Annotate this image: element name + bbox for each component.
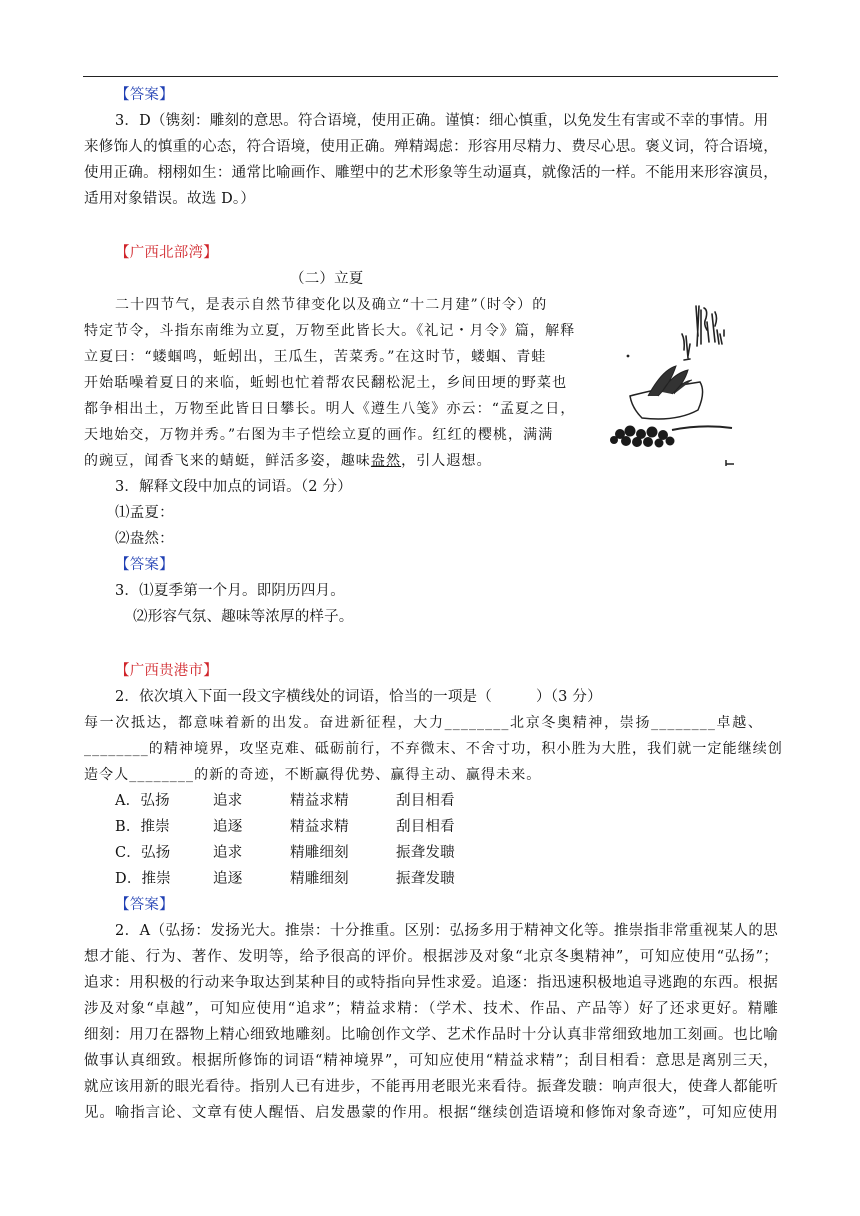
- lixia-painting-illustration: [600, 300, 742, 472]
- passage-line: 天地始交，万物并秀。”右图为丰子恺绘立夏的画作。红红的樱桃，满满: [84, 427, 554, 443]
- answer-line: 适用对象错误。故选 D。）: [84, 191, 256, 207]
- passage-line: 都争相出土，万物至此皆日日攀长。明人《遵生八笺》亦云：“孟夏之日，: [84, 401, 576, 417]
- passage-title: （二）立夏: [290, 271, 364, 287]
- option-row: D．推崇 追逐 精雕细刻 振聋发聩: [115, 871, 455, 887]
- option-row: A．弘扬 追求 精益求精 刮目相看: [115, 793, 455, 809]
- answer-line: 涉及对象“卓越”，可知应使用“追求”；精益求精：（学术、技术、作品、产品等）好了还求更好。精雕: [84, 1001, 778, 1017]
- passage-line: 的豌豆，闻香飞来的蜻蜓，鲜活多姿，趣味盎然，引人遐想。: [84, 453, 492, 469]
- answer-line: 做事认真细致。根据所修饰的词语“精神境界”，可知应使用“精益求精”；刮目相看：意思是离别三天，: [84, 1053, 778, 1069]
- answer-line: 3．⑴夏季第一个月。即阴历四月。: [115, 583, 345, 599]
- underlined-word: 盎然: [370, 453, 402, 469]
- region-heading: 【广西贵港市】: [115, 663, 218, 679]
- passage-line: 二十四节气，是表示自然节律变化以及确立“十二月建”（时令）的: [115, 297, 548, 313]
- question: 3．解释文段中加点的词语。（2 分）: [115, 479, 352, 495]
- answer-line: 使用正确。栩栩如生：通常比喻画作、雕塑中的艺术形象等生动逼真，就像活的一样。不能用来形容演员，: [84, 165, 778, 181]
- answer-tag: 【答案】: [115, 87, 174, 103]
- passage-line: 开始聒噪着夏日的来临，蚯蚓也忙着帮农民翻松泥土，乡间田埂的野菜也: [84, 375, 568, 391]
- option-row: B．推崇 追逐 精益求精 刮目相看: [115, 819, 455, 835]
- answer-tag: 【答案】: [115, 897, 174, 913]
- option-row: C．弘扬 追求 精雕细刻 振聋发聩: [115, 845, 455, 861]
- sub-question: ⑵盎然：: [115, 531, 174, 547]
- region-heading: 【广西北部湾】: [115, 245, 218, 261]
- answer-line: 就应该用新的眼光看待。指别人已有进步，不能再用老眼光来看待。振聋发聩：响声很大，使聋人都能听: [84, 1079, 778, 1095]
- passage-line: 造令人________的新的奇迹，不断赢得优势、赢得主动、赢得未来。: [84, 767, 542, 783]
- passage-line: 每一次抵达，都意味着新的出发。奋进新征程，大力________北京冬奥精神，崇扬________卓越、: [84, 715, 763, 731]
- sub-question: ⑴孟夏：: [115, 505, 174, 521]
- answer-line: 来修饰人的慎重的心态，符合语境，使用正确。殚精竭虑：形容用尽精力、费尽心思。褒义词，符合语境，: [84, 139, 778, 155]
- passage-line: 特定节令，斗指东南维为立夏，万物至此皆长大。《礼记・月令》篇，解释: [84, 323, 576, 339]
- answer-line: 3．D（镌刻：雕刻的意思。符合语境，使用正确。谨慎：细心慎重，以免发生有害或不幸的事情。用: [115, 113, 769, 129]
- answer-line: 追求：用积极的行动来争取达到某种目的或特指向异性求爱。追逐：指迅速积极地追寻逃跑的东西。根据: [84, 975, 778, 991]
- header-rule: [83, 76, 778, 77]
- answer-line: 细刻：用刀在器物上精心细致地雕刻。比喻创作文学、艺术作品时十分认真非常细致地加工刻画。也比喻: [84, 1027, 778, 1043]
- answer-line: 想才能、行为、著作、发明等，给予很高的评价。根据涉及对象“北京冬奥精神”，可知应使用“弘扬”；: [84, 949, 778, 965]
- passage-line: 立夏曰：“蝼蝈鸣，蚯蚓出，王瓜生，苦菜秀。”在这时节，蝼蝈、青蛙: [84, 349, 547, 365]
- question: 2．依次填入下面一段文字横线处的词语，恰当的一项是（ ）（3 分）: [115, 689, 602, 705]
- answer-line: 2．A（弘扬：发扬光大。推崇：十分推重。区别：弘扬多用于精神文化等。推崇指非常重视某人的思: [115, 923, 778, 939]
- answer-line: 见。喻指言论、文章有使人醒悟、启发愚蒙的作用。根据“继续创造语境和修饰对象奇迹”，可知应使用: [84, 1105, 778, 1121]
- answer-tag: 【答案】: [115, 557, 174, 573]
- passage-line: ________的精神境界，攻坚克难、砥砺前行，不弃微末、不舍寸功，积小胜为大胜，我们就一定能继续创: [84, 741, 783, 757]
- answer-line: ⑵形容气氛、趣味等浓厚的样子。: [133, 609, 354, 625]
